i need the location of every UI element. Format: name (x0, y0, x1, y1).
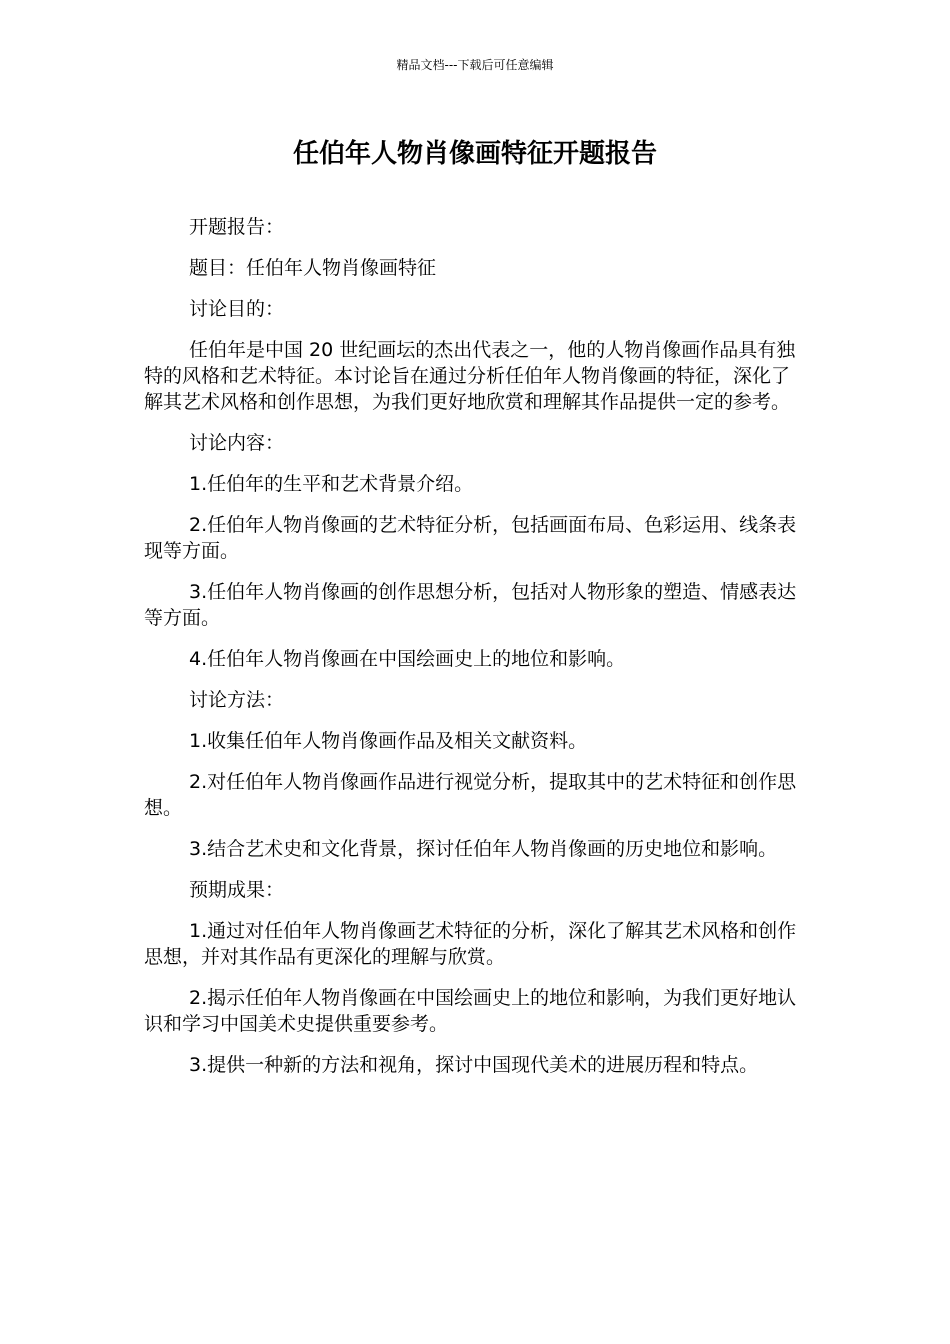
paragraph-heading-report: 开题报告： (189, 216, 285, 238)
paragraph-heading-content: 讨论内容： (189, 432, 285, 454)
result-item-3: 3.提供一种新的方法和视角，探讨中国现代美术的进展历程和特点。 (189, 1054, 759, 1076)
paragraph-purpose: 任伯年是中国 20 世纪画坛的杰出代表之一，他的人物肖像画作品具有独特的风格和艺术特征。本讨论旨在通过分析任伯年人物肖像画的特征，深化了解其艺术风格和创作思想，为我们更好地欣赏和理解其作品提供一定的参考。 (144, 339, 796, 413)
method-item-2: 2.对任伯年人物肖像画作品进行视觉分析，提取其中的艺术特征和创作思想。 (144, 771, 797, 819)
paragraph-topic: 题目：任伯年人物肖像画特征 (189, 257, 437, 279)
document-body (144, 214, 806, 1093)
result-item-1: 1.通过对任伯年人物肖像画艺术特征的分析，深化了解其艺术风格和创作思想，并对其作品有更深化的理解与欣赏。 (144, 920, 797, 968)
paragraph-heading-results: 预期成果： (189, 879, 285, 901)
header-note: 精品文档---下载后可任意编辑 (396, 58, 554, 72)
method-item-3: 3.结合艺术史和文化背景，探讨任伯年人物肖像画的历史地位和影响。 (189, 838, 778, 860)
paragraph-heading-method: 讨论方法： (189, 689, 285, 711)
content-item-2: 2.任伯年人物肖像画的艺术特征分析，包括画面布局、色彩运用、线条表现等方面。 (144, 514, 797, 562)
paragraph-heading-purpose: 讨论目的： (189, 298, 285, 320)
document-title: 任伯年人物肖像画特征开题报告 (292, 139, 657, 169)
method-item-1: 1.收集任伯年人物肖像画作品及相关文献资料。 (189, 730, 588, 752)
result-item-2: 2.揭示任伯年人物肖像画在中国绘画史上的地位和影响，为我们更好地认识和学习中国美术史提供重要参考。 (144, 987, 797, 1035)
content-item-3: 3.任伯年人物肖像画的创作思想分析，包括对人物形象的塑造、情感表达等方面。 (144, 581, 797, 629)
content-item-4: 4.任伯年人物肖像画在中国绘画史上的地位和影响。 (189, 648, 626, 670)
content-item-1: 1.任伯年的生平和艺术背景介绍。 (189, 473, 474, 495)
